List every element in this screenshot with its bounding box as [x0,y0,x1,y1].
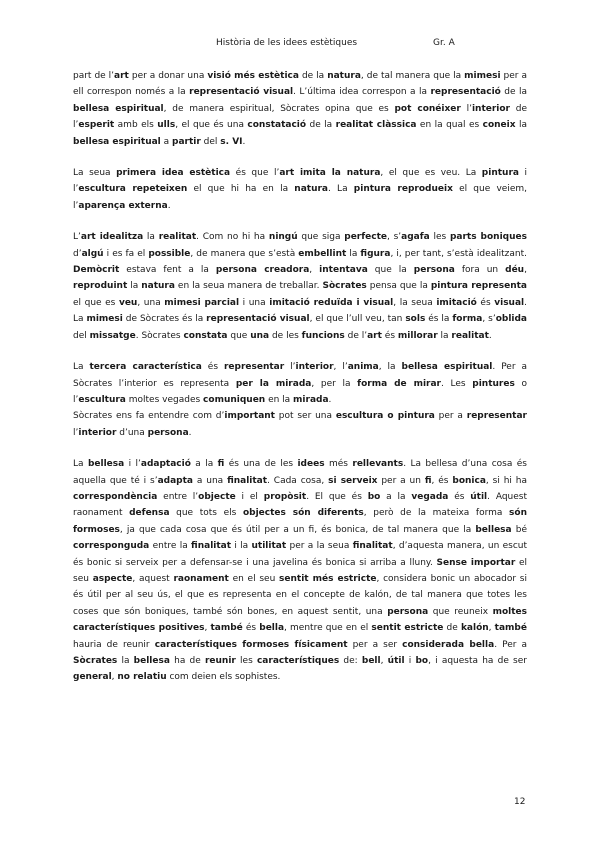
bold-text: representació visual [206,314,310,325]
bold-text: característiques [256,656,340,666]
text-run: de les [269,330,302,341]
bold-text: anima [347,362,379,373]
bold-text: embellint [298,248,347,259]
bold-text: Sòcrates [322,281,367,292]
bold-text: persona [413,265,455,276]
text-run: entre la [149,541,192,552]
text-run: i es fa el [103,248,149,259]
bold-text: persona creadora [215,265,310,276]
bold-text: natura [294,184,328,195]
bold-text: persona [147,427,189,438]
text-run: . [188,427,192,438]
text-run: , el que es veu. La [380,168,482,179]
bold-text: representació visual [189,87,294,98]
bold-text: finalitat [191,541,232,552]
text-run: , si hi ha [485,475,528,486]
bold-text: bell [361,656,381,666]
bold-text: també [494,623,527,634]
text-run: , [309,265,320,276]
text-run: per a la seua [286,541,353,552]
bold-text: bo [415,656,429,666]
bold-text: ulls [157,120,176,131]
text-run: . Les [441,378,473,389]
bold-text: interior [78,427,117,438]
bold-text: oblida [495,314,527,325]
bold-text: pintura [481,168,519,179]
text-run: l’ [284,362,296,373]
text-run: . El que és [306,491,368,502]
text-run: , de manera espiritual, Sòcrates opina que es [163,103,395,114]
bold-text: art idealitza [80,232,144,243]
bold-text: si serveix [328,475,378,486]
text-run: a [160,136,173,147]
text-run: . Aquest raonament [73,491,527,519]
text-run: i l’ [124,459,141,470]
paragraph [73,165,527,214]
text-run: que [227,330,251,341]
bold-text: comuniquen [203,394,266,405]
text-run: . [328,394,332,405]
text-run: i l’ [73,168,528,195]
bold-text: missatge [89,330,136,341]
bold-text: veu [118,297,138,308]
text-run: per a un [377,475,425,486]
group-label: Gr. A [433,38,455,48]
text-run: , considera bonic un abocador si és útil per al seu ús, el que es representa en el concepte de kalón, de tal manera que totes les coses que són boniques, també són bones, en aquest sentit, una [73,573,527,617]
bold-text: utilitat [251,541,287,552]
bold-text: forma de mirar [357,378,441,389]
bold-text: propòsit [263,491,307,502]
bold-text: escultura o pintura [335,411,435,422]
text-run: és que l’ [230,168,280,179]
bold-text: tercera característica [89,362,202,373]
bold-text: adaptació [140,459,191,470]
text-run: i el [235,491,264,502]
text-run: més [324,459,353,470]
bold-text: interior [471,103,510,114]
text-run: és [448,491,471,502]
text-run: fora un [454,265,506,276]
text-run: el que veiem, l’ [73,184,527,211]
bold-text: útil [387,656,405,666]
bold-text: bonica [452,475,486,486]
bold-text: sentit més estricte [279,573,377,584]
text-run: , [488,623,495,634]
paragraph [73,68,527,150]
bold-text: imitació [436,297,477,308]
bold-text: bellesa espiritual [73,103,164,114]
text-run: o l’ [73,378,527,405]
bold-text: correspondència [73,491,158,502]
text-run: . La [73,297,527,325]
text-run: la [117,656,134,666]
text-run: , [524,265,527,276]
bold-text: art imita la natura [279,168,381,179]
bold-text: possible [148,248,191,259]
text-run: . La [328,184,354,195]
bold-text: esperit [78,120,115,131]
bold-text: també [210,623,243,634]
text-run: és [242,623,260,634]
bold-text: coneix [482,120,516,131]
bold-text: mimesi [464,71,501,81]
text-run: . Per a [494,639,528,650]
bold-text: pintures [472,378,515,389]
bold-text: persona [387,606,429,617]
text-run: , s’ [482,314,496,325]
bold-text: natura [141,281,175,292]
text-run: pensa que la [366,281,431,292]
text-run: la [143,232,159,243]
text-run: . Com no hi ha [196,232,269,243]
text-run: del [200,136,221,147]
bold-text: millorar [397,330,438,341]
bold-text: Demòcrit [73,265,120,276]
text-run: Sòcrates ens fa entendre com d’ [73,411,225,422]
bold-text: característiques formoses físicament [154,639,348,650]
text-run: per a ser [347,639,403,650]
bold-text: intentava [319,265,368,276]
text-run: i la [231,541,252,552]
bold-text: considerada bella [402,639,495,650]
text-run: de: [339,656,362,666]
bold-text: pintura reprodueix [353,184,453,195]
text-run: per a ell correspon només a la [73,71,527,98]
bold-text: forma [452,314,483,325]
bold-text: parts boniques [449,232,527,243]
bold-text: figura [360,248,391,259]
bold-text: aparença externa [78,200,168,211]
bold-text: idees [297,459,325,470]
bold-text: bella [259,623,285,634]
bold-text: Sòcrates [73,656,118,666]
bold-text: déu [505,265,525,276]
text-run: les [429,232,450,243]
text-run: que reuneix [428,606,493,617]
paragraph [73,359,527,441]
text-run: de l’ [344,330,368,341]
text-run: entre l’ [157,491,199,502]
bold-text: fi [424,475,432,486]
text-run: . [167,200,171,211]
bold-text: sentit estricte [371,623,444,634]
bold-text: kalón [460,623,489,634]
text-run: , el que és una [175,120,248,131]
text-run: . L’última idea correspon a la [293,87,431,98]
bold-text: s. VI [220,136,243,147]
text-run: en la seua manera de treballar. [174,281,323,292]
text-run: . La bellesa d’una cosa és aquella que té i s’ [73,459,527,486]
bold-text: general [73,672,112,683]
bold-text: defensa [129,508,170,519]
bold-text: bellesa [475,524,512,535]
text-run: la [515,120,527,131]
text-run: La seua [73,168,117,179]
text-run: amb els [114,120,158,131]
text-run: de la [298,71,328,81]
bold-text: escultura [78,394,126,405]
bold-text: art [367,330,382,341]
bold-text: perfecte [344,232,387,243]
bold-text: són formoses [73,508,527,535]
text-run: , però de la mateixa forma [363,508,510,519]
bold-text: aspecte [92,573,133,584]
bold-text: interior [295,362,334,373]
bold-text: objectes són diferents [242,508,364,519]
text-run: La [73,362,90,373]
bold-text: art [114,71,129,81]
text-run: , una [137,297,165,308]
text-run: estava fent a la [119,265,216,276]
text-run: en el seu [228,573,280,584]
bold-text: representar [223,362,285,373]
bold-text: constata [183,330,228,341]
bold-text: una [250,330,270,341]
text-run: La [73,459,88,470]
document-title: Història de les idees estètiques [216,38,358,48]
bold-text: funcions [301,330,345,341]
text-run: com deien els sophistes. [166,672,281,683]
text-run: , de tal manera que la [360,71,465,81]
text-run: la [127,281,142,292]
text-run: . Sòcrates [135,330,184,341]
text-run: , s’ [387,232,402,243]
page-number: 12 [514,797,526,807]
bold-text: finalitat [352,541,393,552]
text-run: del [73,330,90,341]
text-run: , ja que cada cosa que és útil per a un fi, és bonica, de tal manera que la [119,524,476,535]
text-run: de la [306,120,336,131]
text-run: , i, per tant, s’està idealitzant. [390,248,527,259]
text-run: d’ [73,248,82,259]
bold-text: objecte [198,491,236,502]
bold-text: pintura representa [430,281,527,292]
text-run: , per la [311,378,358,389]
bold-text: imitació reduïda i visual [269,297,394,308]
bold-text: realitat [451,330,489,341]
text-run: el que es [73,297,119,308]
text-run: , el que l’ull veu, tan [309,314,406,325]
bold-text: no relatiu [117,672,167,683]
bold-text: per la mirada [235,378,312,389]
text-run: , aquest [132,573,174,584]
paragraph [73,229,527,344]
text-run: la [346,248,361,259]
text-run: d’una [116,427,148,438]
bold-text: bellesa espiritual [401,362,493,373]
text-run: hauria de reunir [73,639,155,650]
text-run: , de manera que s’està [190,248,299,259]
text-run: . [242,136,246,147]
bold-text: algú [81,248,104,259]
bold-text: pot conéixer [394,103,461,114]
bold-text: visual [494,297,525,308]
text-run: de [443,623,461,634]
text-run: que tots els [169,508,243,519]
text-run: a la [190,459,218,470]
bold-text: primera idea estètica [116,168,231,179]
text-run: , [204,623,211,634]
document-body [73,68,527,701]
text-run: , la seua [393,297,437,308]
text-run: , l’ [333,362,348,373]
bold-text: finalitat [227,475,268,486]
bold-text: representació [430,87,501,98]
text-run: . Per a Sòcrates l’interior es representa [73,362,528,389]
text-run: és [381,330,398,341]
bold-text: reunir [204,656,236,666]
text-run: és [476,297,495,308]
bold-text: mirada [293,394,329,405]
bold-text: realitat clàssica [335,120,417,131]
text-run: per a [434,411,467,422]
text-run: , mentre que en el [284,623,372,634]
text-run: a la [380,491,412,502]
text-run: de l’ [73,103,527,131]
text-run: que la [367,265,414,276]
bold-text: constatació [247,120,307,131]
bold-text: realitat [158,232,197,243]
text-run: bé [511,524,527,535]
bold-text: bo [367,491,381,502]
text-run: les [235,656,257,666]
text-run: . Cada cosa, [267,475,329,486]
bold-text: mimesi [86,314,123,325]
bold-text: agafa [401,232,430,243]
text-run: , la [378,362,402,373]
text-run: ha de [169,656,205,666]
bold-text: moltes característiques positives [73,606,527,634]
bold-text: important [224,411,275,422]
text-run: de Sòcrates és la [122,314,207,325]
bold-text: útil [470,491,488,502]
bold-text: vegada [411,491,449,502]
text-run: , [111,672,118,683]
bold-text: partir [172,136,201,147]
bold-text: mimesi parcial [164,297,240,308]
text-run: i una [239,297,270,308]
bold-text: natura [327,71,361,81]
text-run: L’ [73,232,81,243]
text-run: per a donar una [128,71,208,81]
text-run: , [380,656,388,666]
text-run: l’ [73,427,79,438]
bold-text: ningú [268,232,298,243]
text-run: , i aquesta ha de ser [428,656,527,666]
text-run: . [488,330,492,341]
text-run: la [437,330,452,341]
text-run: pot ser una [275,411,336,422]
text-run: en la qual es [416,120,483,131]
bold-text: bellesa [133,656,170,666]
text-run: és la [425,314,453,325]
text-run: , d’aquesta manera, un escut és bonic si serveix per a defensar-se i una javelina és bonica si arriba a lluny. [73,541,527,568]
bold-text: fi [217,459,225,470]
bold-text: representar [466,411,527,422]
text-run: i [404,656,416,666]
bold-text: Sense importar [436,557,516,568]
text-run: de la [500,87,527,98]
bold-text: corresponguda [73,541,150,552]
bold-text: escultura repeteixen [78,184,188,195]
text-run: , és [431,475,453,486]
bold-text: adapta [157,475,193,486]
paragraph [73,456,527,686]
bold-text: bellesa [87,459,125,470]
text-run: és una de les [224,459,298,470]
text-run: en la [265,394,294,405]
text-run: moltes vegades [125,394,204,405]
text-run: és [201,362,224,373]
text-run: el seu [73,557,527,584]
bold-text: sols [405,314,426,325]
bold-text: reproduint [73,281,128,292]
text-run: part de l’ [73,71,115,81]
text-run: el que hi ha en la [187,184,295,195]
text-run: a una [192,475,228,486]
bold-text: visió més estètica [207,71,299,81]
text-run: l’ [460,103,472,114]
bold-text: rellevants [352,459,404,470]
bold-text: bellesa espiritual [73,136,161,147]
bold-text: raonament [173,573,229,584]
text-run: que siga [297,232,345,243]
